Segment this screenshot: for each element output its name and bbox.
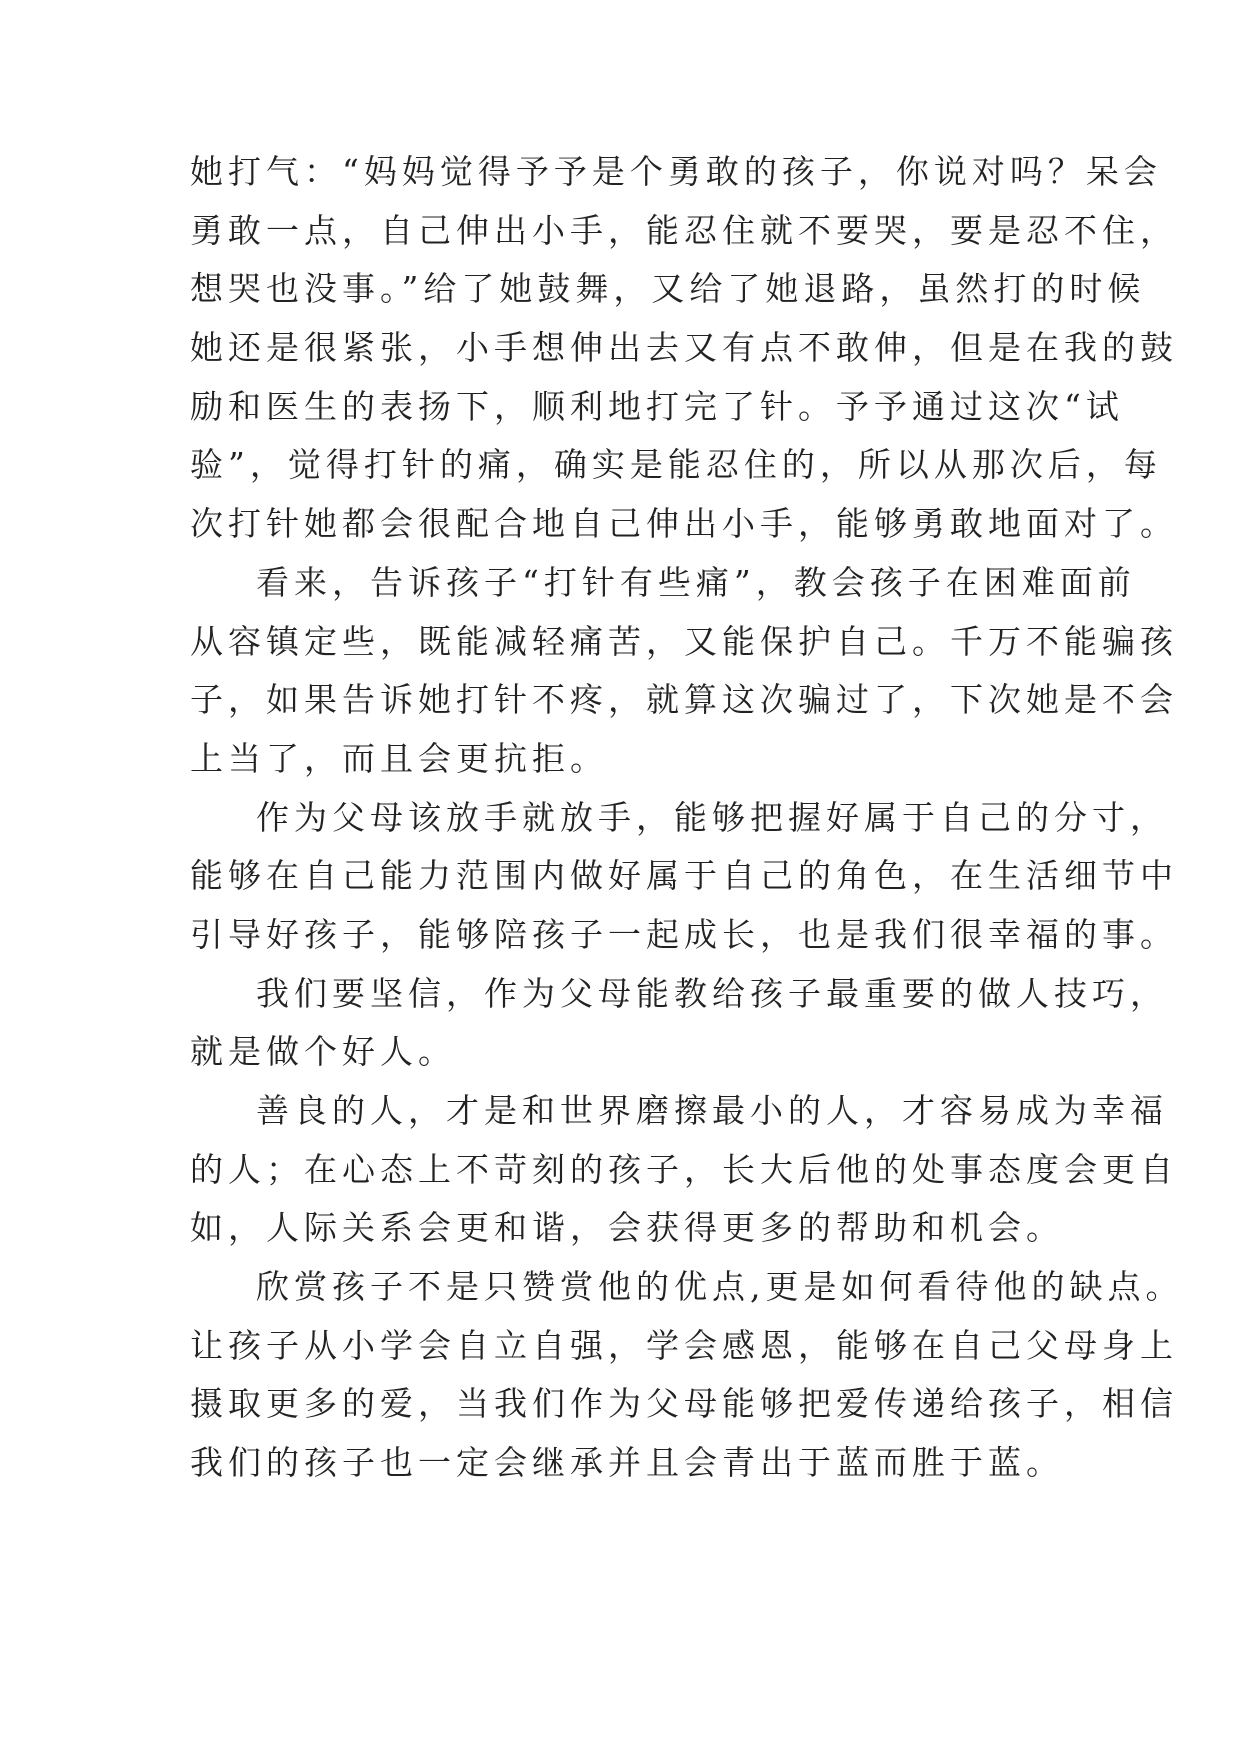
- text-line: 子，如果告诉她打针不疼，就算这次骗过了，下次她是不会: [190, 680, 1178, 720]
- text-line: 次打针她都会很配合地自己伸出小手，能够勇敢地面对了。: [190, 504, 1178, 544]
- paragraph-first-line: 善良的人，才是和世界磨擦最小的人，才容易成为幸福: [256, 1091, 1168, 1130]
- text-line: 验”，觉得打针的痛，确实是能忍住的，所以从那次后，每: [190, 445, 1162, 485]
- text-line: 能够在自己能力范围内做好属于自己的角色，在生活细节中: [190, 856, 1178, 896]
- text-line: 引导好孩子，能够陪孩子一起成长，也是我们很幸福的事。: [190, 914, 1178, 954]
- paragraph-first-line: 我们要坚信，作为父母能教给孩子最重要的做人技巧，: [256, 973, 1168, 1013]
- text-line: 摄取更多的爱，当我们作为父母能够把爱传递给孩子，相信: [190, 1384, 1178, 1424]
- text-line: 勇敢一点，自己伸出小手，能忍住就不要哭，要是忍不住，: [190, 210, 1178, 250]
- text-line: 从容镇定些，既能减轻痛苦，又能保护自己。千万不能骗孩: [190, 621, 1178, 661]
- text-line: 她打气：“妈妈觉得予予是个勇敢的孩子，你说对吗？呆会: [190, 152, 1162, 191]
- text-line: 我们的孩子也一定会继承并且会青出于蓝而胜于蓝。: [190, 1443, 1064, 1483]
- text-line: 的人；在心态上不苛刻的孩子，长大后他的处事态度会更自: [190, 1149, 1178, 1189]
- paragraph-first-line: 作为父母该放手就放手，能够把握好属于自己的分寸，: [256, 797, 1168, 837]
- paragraph-first-line: 看来，告诉孩子“打针有些痛”，教会孩子在困难面前: [256, 562, 1136, 602]
- text-line: 让孩子从小学会自立自强，学会感恩，能够在自己父母身上: [190, 1325, 1178, 1365]
- document-body: [190, 143, 1184, 1493]
- text-line: 上当了，而且会更抗拒。: [190, 738, 608, 778]
- text-line: 想哭也没事。”给了她鼓舞，又给了她退路，虽然打的时候: [190, 269, 1146, 309]
- text-line: 她还是很紧张，小手想伸出去又有点不敢伸，但是在我的鼓: [190, 328, 1178, 368]
- text-line: 励和医生的表扬下，顺利地打完了针。予予通过这次“试: [190, 386, 1124, 426]
- paragraph-first-line: 欣赏孩子不是只赞赏他的优点,更是如何看待他的缺点。: [256, 1267, 1184, 1307]
- text-line: 如，人际关系会更和谐，会获得更多的帮助和机会。: [190, 1208, 1064, 1248]
- text-line: 就是做个好人。: [190, 1032, 456, 1072]
